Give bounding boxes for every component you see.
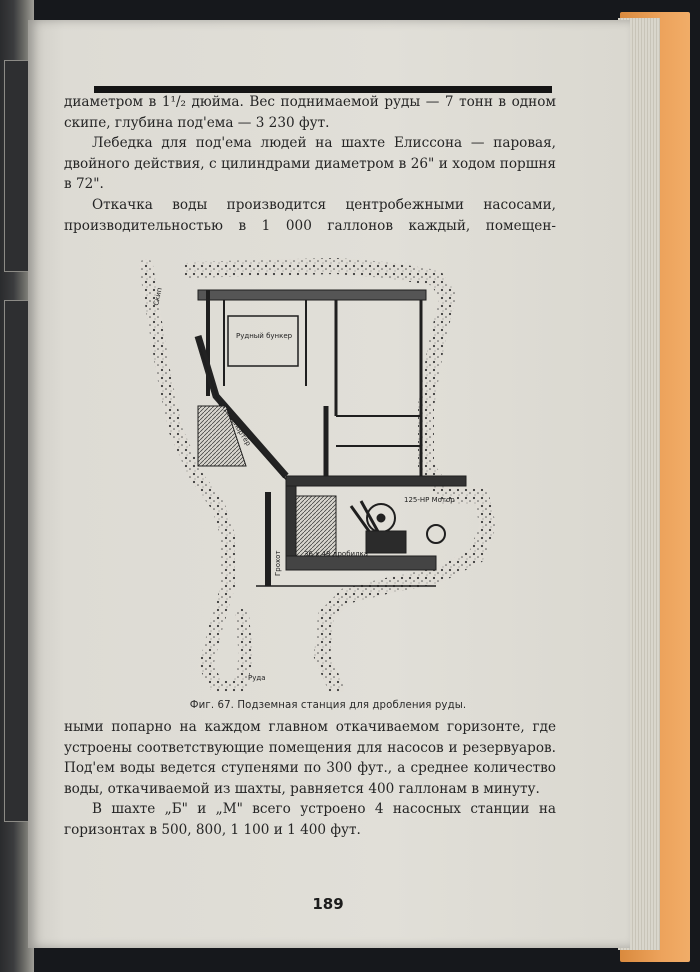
text-bottom: [64, 717, 556, 841]
previous-page-photo: [4, 300, 30, 822]
label-motor: 125-HP Мотор: [404, 496, 455, 504]
rock-right: [322, 296, 488, 688]
label-bottom: Руда: [248, 674, 266, 682]
label-conveyor: Транспортёр: [220, 402, 253, 448]
figure-67-illustration: [136, 256, 506, 692]
label-bin: Рудный бункер: [236, 332, 293, 340]
figure-caption: Фиг. 67. Подземная станция для дробления руды.: [189, 700, 467, 711]
text-top: [64, 92, 556, 236]
paragraph: ными попарно на каждом главном откачиваемом горизонте, где устроены соответствующие помещения для насосов и резервуаров. Под'ем воды ведется ступенями по 300 фут., а среднее количество воды, откачиваемой из шахты, равняется 400 галлонам в минуту.: [64, 719, 556, 797]
book-page: [28, 20, 630, 948]
rock-left: [146, 266, 246, 688]
label-shaft: Скип: [152, 286, 164, 307]
label-crusher: 36 x 48 дробилка: [304, 550, 369, 558]
paragraph: Лебедка для под'ема людей на шахте Елиссона — паровая, двойного действия, с цилиндрами диаметром в 26" и ходом поршня в 72".: [64, 135, 556, 193]
previous-page-photo: [4, 60, 30, 272]
label-grizzly: Грохот: [274, 550, 282, 576]
page-number: 189: [312, 895, 344, 913]
paragraph: диаметром в 1¹/₂ дюйма. Вес поднимаемой руды — 7 тонн в одном скипе, глубина под'ема — 3 230 фут.: [64, 94, 556, 131]
paragraph: Откачка воды производится центробежными насосами, производительностью в 1 000 галлонов каждый, помещен-: [64, 196, 556, 234]
paragraph: В шахте „Б" и „М" всего устроено 4 насосных станции на горизонтах в 500, 800, 1 100 и 1 400 фут.: [64, 801, 556, 838]
